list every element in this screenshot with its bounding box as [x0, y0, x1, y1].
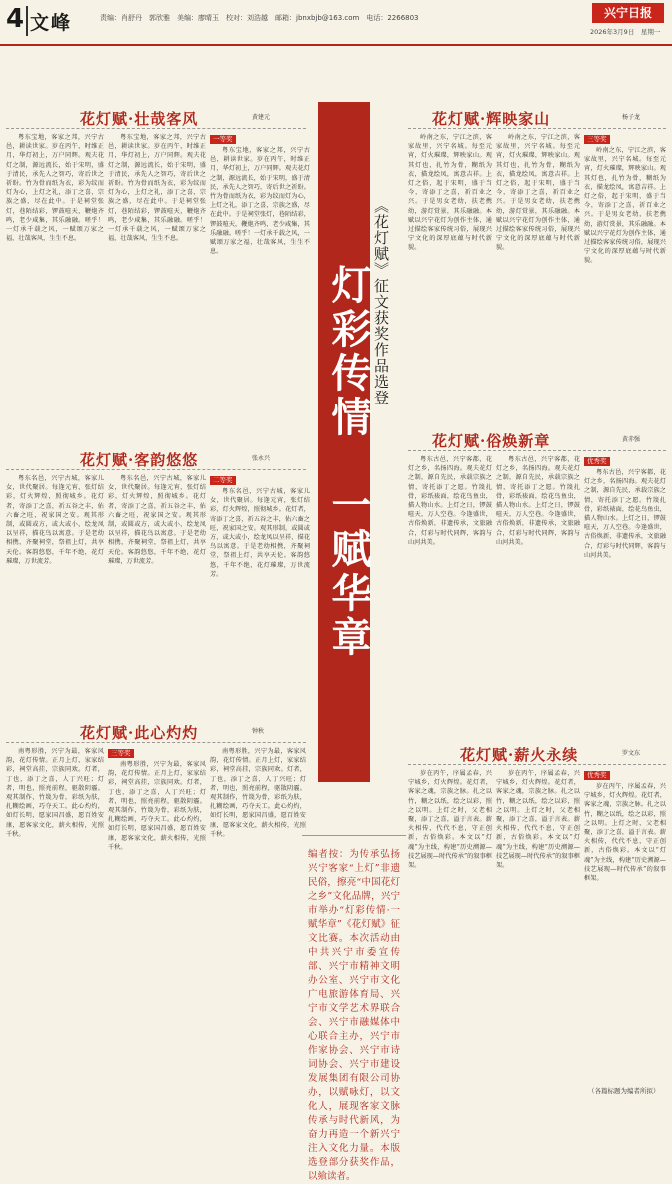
article-author-6: 罗文东: [622, 750, 641, 757]
article-author-2: 张永兴: [252, 455, 271, 462]
title-rule-6: [408, 764, 666, 766]
feature-title-band: [318, 102, 370, 782]
title-rule-2: [6, 469, 306, 471]
article-body-6a: 岁在丙午，序属孟春，兴宁城乡，灯火辉煌。花灯者，客家之魂，宗族之脉。扎之以竹，糊之以纸，绘之以彩，照之以明。上灯之时，父老相聚，添丁之喜，溢于言表。薪火相传，代代不息，守正创新，古俗焕彩。本文以“灯魂”为主线，构建“历史溯源—技艺展现—时代传承”的叙事框架。: [408, 770, 492, 870]
editor-credits: 责编：肖舒丹 郭欣雅 美编：廖晴玉 校对：刘浩越 邮箱：jbnxbjb@163.com 电话：2266803: [100, 14, 419, 22]
article-body-5c: 优秀奖 粤东古邑，兴宁客都，花灯之乡，名扬四海。观夫花灯之制，源自先民，承载宗族之情，寄托添丁之愿。竹篾扎骨，彩纸裱面，绘花鸟鱼虫，描人物山水。上灯之日，锣鼓喧天，万人空巷。今逢盛世，古俗焕新，非遗传承，文旅融合，灯彩与时代同辉，客韵与山河共美。: [584, 457, 666, 559]
article-body-5b: 粤东古邑，兴宁客都，花灯之乡，名扬四海。观夫花灯之制，源自先民，承载宗族之情，寄托添丁之愿。竹篾扎骨，彩纸裱面，绘花鸟鱼虫，描人物山水。上灯之日，锣鼓喧天，万人空巷。今逢盛世，古俗焕新，非遗传承，文旅融合，灯彩与时代同辉，客韵与山河共美。: [496, 456, 580, 546]
award-badge-5: 优秀奖: [584, 457, 610, 466]
article-body-4a: 岭南之东，宁江之滨，客家故里，兴宁名城。每至元宵，灯火璀璨，辉映家山。观其灯也，扎竹为骨，糊纸为衣，描龙绘凤，寓意吉祥。上灯之俗，起于宋明，盛于当今，寄添丁之喜，祈百业之兴。于是男女老幼，扶老携幼，游灯赏景，其乐融融。本赋以兴宁花灯为创作主体，通过描绘客家传统习俗，展现兴宁文化的深厚底蕴与时代新貌。: [408, 134, 492, 252]
award-badge-6: 优秀奖: [584, 771, 610, 780]
article-title-3: 花灯赋·此心灼灼: [80, 724, 199, 742]
article-body-4c: 三等奖 岭南之东，宁江之滨，客家故里，兴宁名城。每至元宵，灯火璀璨，辉映家山。观其灯也，扎竹为骨，糊纸为衣，描龙绘凤，寓意吉祥。上灯之俗，起于宋明，盛于当今，寄添丁之喜，祈百业之兴。于是男女老幼，扶老携幼，游灯赏景，其乐融融。本赋以兴宁花灯为创作主体，通过描绘客家传统习俗，展现兴宁文化的深厚底蕴与时代新貌。: [584, 135, 666, 265]
article-body-1b: 粤东宝地，客家之邦，兴宁古邑，耕读世家。岁在丙午，时维正月，华灯初上，万户同辉。观夫花灯之制，源远流长，始于宋明，盛于清民，承先人之智巧，寄后世之祈盼。竹为骨而纸为衣，彩为纹而灯为心，上灯之礼，添丁之喜，宗族之盛，尽在此中。于是祠堂张灯，巷陌结彩，锣鼓喧天，鞭炮齐鸣，老少咸集，其乐融融。嗟乎！一灯承千载之风，一赋颂万家之福，壮哉客风，生生不息。: [108, 134, 206, 243]
feature-main-title: 灯彩传情 一赋华章: [325, 264, 372, 660]
source-note: （各篇标题为编者所拟）: [588, 1087, 660, 1095]
title-rule-1: [6, 128, 306, 130]
article-body-1a: 粤东宝地，客家之邦，兴宁古邑，耕读世家。岁在丙午，时维正月，华灯初上，万户同辉。观夫花灯之制，源远流长，始于宋明，盛于清民，承先人之智巧，寄后世之祈盼。竹为骨而纸为衣，彩为纹而灯为心，上灯之礼，添丁之喜，宗族之盛，尽在此中。于是祠堂张灯，巷陌结彩，锣鼓喧天，鞭炮齐鸣，老少咸集，其乐融融。嗟乎！一灯承千载之风，一赋颂万家之福，壮哉客风，生生不息。: [6, 134, 104, 243]
article-title-6: 花灯赋·薪火永续: [460, 746, 579, 764]
award-badge-1: 一等奖: [210, 135, 236, 144]
article-author-5: 黄赤强: [622, 436, 641, 443]
article-body-2c: 二等奖 粤东名邑，兴宁古城，客家儿女，世代聚居。每逢元宵，张灯结彩，灯火辉煌，照彻城乡。花灯者，寄添丁之喜，祈五谷之丰，佑六畜之旺，祝家国之安。观其形制，或圆或方，或大或小，绘龙凤以呈祥，描花鸟以寓意。于是老幼相携，齐聚祠堂，祭祖上灯，共享天伦。客韵悠悠，千年不绝，花灯璀璨，万世流芳。: [210, 476, 310, 578]
article-body-2a: 粤东名邑，兴宁古城，客家儿女，世代聚居。每逢元宵，张灯结彩，灯火辉煌，照彻城乡。花灯者，寄添丁之喜，祈五谷之丰，佑六畜之旺，祝家国之安。观其形制，或圆或方，或大或小，绘龙凤以呈祥，描花鸟以寓意。于是老幼相携，齐聚祠堂，祭祖上灯，共享天伦。客韵悠悠，千年不绝，花灯璀璨，万世流芳。: [6, 475, 104, 565]
issue-date: 2026年3月9日 星期一: [590, 28, 661, 36]
newspaper-logo: 兴宁日报: [592, 3, 664, 23]
feature-subtitle: 《花灯赋》征文获奖作品选登: [372, 198, 390, 406]
article-body-3b: 三等奖 南粤形胜，兴宁为最，客家风韵，花灯传情。正月上灯，家家结彩，祠堂高挂，宗族同欢。灯者，丁也，添丁之喜，人丁兴旺；灯者，明也，照亮前程，驱散阴霾。观其制作，竹篾为骨，彩纸为肤，扎糊绘画，巧夺天工。此心灼灼，如灯长明，愿家国昌盛，愿百姓安康，愿客家文化，薪火相传，光照千秋。: [108, 749, 206, 851]
article-body-4b: 岭南之东，宁江之滨，客家故里，兴宁名城。每至元宵，灯火璀璨，辉映家山。观其灯也，扎竹为骨，糊纸为衣，描龙绘凤，寓意吉祥。上灯之俗，起于宋明，盛于当今，寄添丁之喜，祈百业之兴。于是男女老幼，扶老携幼，游灯赏景，其乐融融。本赋以兴宁花灯为创作主体，通过描绘客家传统习俗，展现兴宁文化的深厚底蕴与时代新貌。: [496, 134, 580, 252]
article-author-1: 黄建元: [252, 114, 271, 121]
title-rule-4: [408, 128, 666, 130]
article-body-3c: 南粤形胜，兴宁为最，客家风韵，花灯传情。正月上灯，家家结彩，祠堂高挂，宗族同欢。灯者，丁也，添丁之喜，人丁兴旺；灯者，明也，照亮前程，驱散阴霾。观其制作，竹篾为骨，彩纸为肤，扎糊绘画，巧夺天工。此心灼灼，如灯长明，愿家国昌盛，愿百姓安康，愿客家文化，薪火相传，光照千秋。: [210, 748, 306, 838]
page-header: [0, 0, 672, 46]
article-body-5a: 粤东古邑，兴宁客都，花灯之乡，名扬四海。观夫花灯之制，源自先民，承载宗族之情，寄托添丁之愿。竹篾扎骨，彩纸裱面，绘花鸟鱼虫，描人物山水。上灯之日，锣鼓喧天，万人空巷。今逢盛世，古俗焕新，非遗传承，文旅融合，灯彩与时代同辉，客韵与山河共美。: [408, 456, 492, 546]
article-body-6c: 优秀奖 岁在丙午，序属孟春，兴宁城乡，灯火辉煌。花灯者，客家之魂，宗族之脉。扎之以竹，糊之以纸，绘之以彩，照之以明。上灯之时，父老相聚，添丁之喜，溢于言表。薪火相传，代代不息，守正创新，古俗焕彩。本文以“灯魂”为主线，构建“历史溯源—技艺展现—时代传承”的叙事框架。: [584, 771, 666, 883]
editor-note: 编者按：为传承弘扬兴宁客家“上灯”非遗民俗，擦亮“中国花灯之乡”文化品牌，兴宁市举办“灯彩传情·一赋华章”《花灯赋》征文比赛。本次活动由中共兴宁市委宣传部、兴宁市精神文明办公室、兴宁市文化广电旅游体育局、兴宁市文学艺术界联合会、兴宁市融媒体中心联合主办，兴宁市作家协会、兴宁市诗词协会、兴宁市建设发展集团有限公司协办，以赋咏灯，以文化人，展现客家文脉传承与时代新风，为奋力再造一个新兴宁注入文化力量。本版选登部分获奖作品，以飨读者。: [308, 849, 400, 1182]
article-body-1c: 一等奖 粤东宝地，客家之邦，兴宁古邑，耕读世家。岁在丙午，时维正月，华灯初上，万户同辉。观夫花灯之制，源远流长，始于宋明，盛于清民，承先人之智巧，寄后世之祈盼。竹为骨而纸为衣，彩为纹而灯为心，上灯之礼，添丁之喜，宗族之盛，尽在此中。于是祠堂张灯，巷陌结彩，锣鼓喧天，鞭炮齐鸣，老少咸集，其乐融融。嗟乎！一灯承千载之风，一赋颂万家之福，壮哉客风，生生不息。: [210, 135, 310, 256]
article-body-2b: 粤东名邑，兴宁古城，客家儿女，世代聚居。每逢元宵，张灯结彩，灯火辉煌，照彻城乡。花灯者，寄添丁之喜，祈五谷之丰，佑六畜之旺，祝家国之安。观其形制，或圆或方，或大或小，绘龙凤以呈祥，描花鸟以寓意。于是老幼相携，齐聚祠堂，祭祖上灯，共享天伦。客韵悠悠，千年不绝，花灯璀璨，万世流芳。: [108, 475, 206, 565]
article-title-2: 花灯赋·客韵悠悠: [80, 451, 199, 469]
article-author-3: 钟秋: [252, 728, 265, 735]
title-rule-5: [408, 450, 666, 452]
header-divider: [26, 6, 28, 36]
award-badge-2: 二等奖: [210, 476, 236, 485]
article-body-3a: 南粤形胜，兴宁为最，客家风韵，花灯传情。正月上灯，家家结彩，祠堂高挂，宗族同欢。灯者，丁也，添丁之喜，人丁兴旺；灯者，明也，照亮前程，驱散阴霾。观其制作，竹篾为骨，彩纸为肤，扎糊绘画，巧夺天工。此心灼灼，如灯长明，愿家国昌盛，愿百姓安康，愿客家文化，薪火相传，光照千秋。: [6, 748, 104, 838]
article-title-1: 花灯赋·壮哉客风: [80, 110, 199, 128]
article-title-4: 花灯赋·辉映家山: [432, 110, 551, 128]
section-name: 文峰: [30, 12, 73, 34]
award-badge-3: 三等奖: [108, 749, 134, 758]
title-rule-3: [6, 742, 306, 744]
article-author-4: 杨子龙: [622, 114, 641, 121]
article-body-6b: 岁在丙午，序属孟春，兴宁城乡，灯火辉煌。花灯者，客家之魂，宗族之脉。扎之以竹，糊之以纸，绘之以彩，照之以明。上灯之时，父老相聚，添丁之喜，溢于言表。薪火相传，代代不息，守正创新，古俗焕彩。本文以“灯魂”为主线，构建“历史溯源—技艺展现—时代传承”的叙事框架。: [496, 770, 580, 870]
note-rule: [302, 835, 406, 836]
page-number: 4: [6, 4, 25, 34]
article-title-5: 花灯赋·俗焕新章: [432, 432, 551, 450]
award-badge-4: 三等奖: [584, 135, 610, 144]
